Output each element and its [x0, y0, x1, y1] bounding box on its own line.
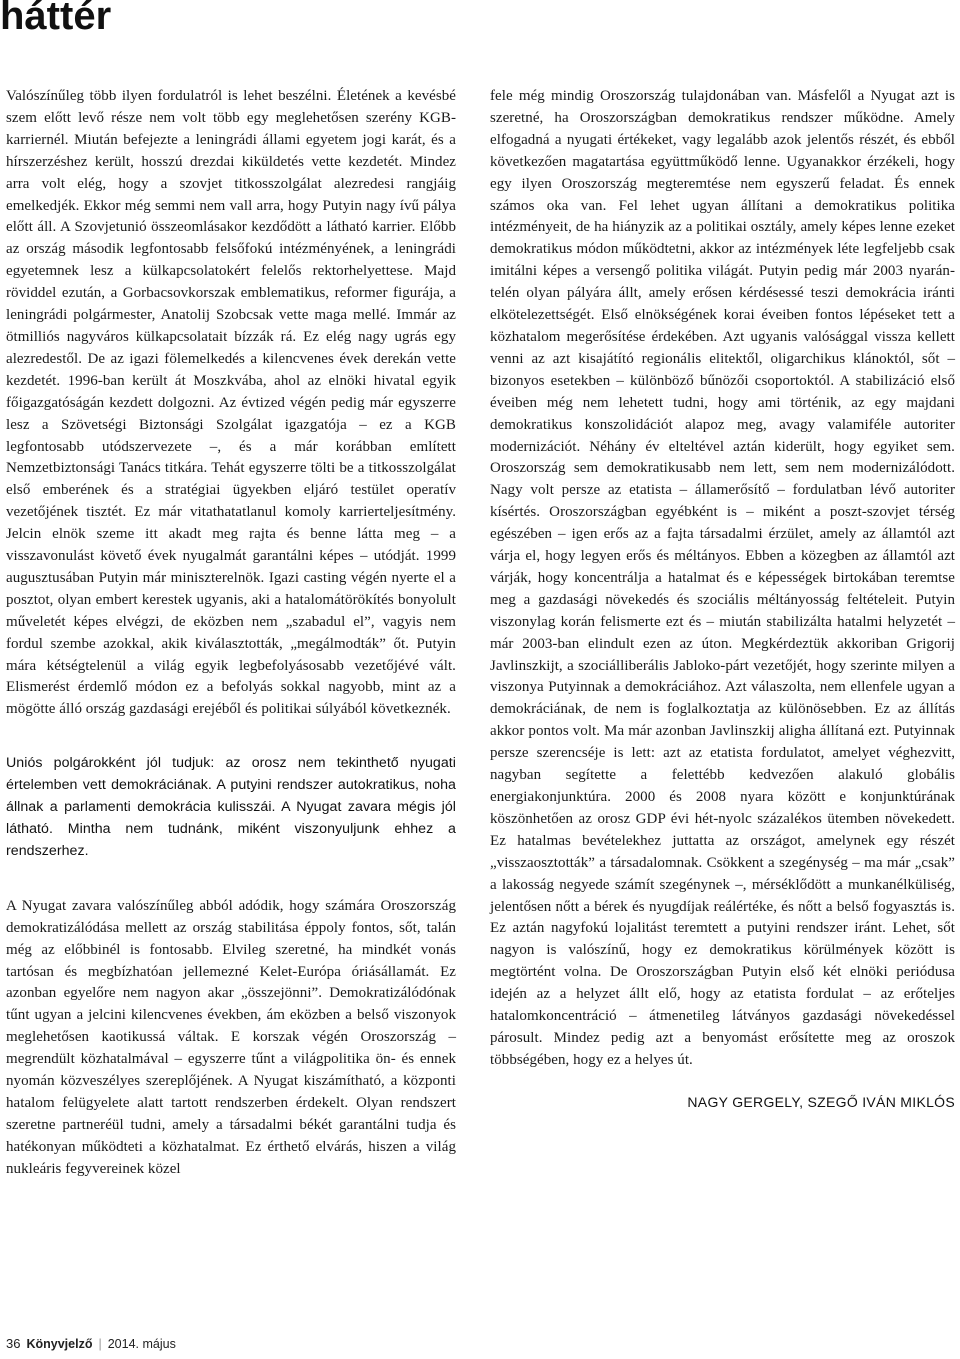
article-author: NAGY GERGELY, SZEGŐ IVÁN MIKLÓS: [687, 1093, 955, 1110]
section-title: háttér: [0, 0, 112, 38]
article-paragraph: fele még mindig Oroszország tulajdonában van. Másfelől a Nyugat azt is szeretné, ha Oroszországban demokratikus rendszer működne. Amely elfogadná a nyugati értékeket, vagy legalább azok jelentős részét, és ebből következően magatartása együttműködő lenne. Ugyanakkor érzékeli, hogy egy ilyen Oroszország megteremtése nem egyszerű feladat. És ennek számos oka van. Fel lehet ugyan állítani a demokratikus politika intézményeit, de ha hiányzik az a politikai osztály, amely képes lenne ezeket demokratikus módon működtetni, akkor az intézmények léte legfeljebb csak imitálni képes a versengő politika világát. Putyin pedig már 2003 nyarán-telén olyan pályára állt, amely erősen kérdésessé teszi demokrácia iránti elkötelezettségét. Első elnökségének korai éveiben fontos lépéseket tett a közhatalom megerősítése érdekében. Azt ugyanis valósággal vissza kellett venni az azt kisajátító regionális elitektől, oligarchikus klánoktól, sőt – bizonyos esetekben – különböző bűnözői csoportoktól. A stabilizáció első éveiben még nem lehetett tudni, hogy ami történik, az egy majdani demokratikus konszolidációt alapoz meg, avagy valamiféle autoriter modernizációt. Néhány év elteltével aztán kiderült, hogy egyiket sem. Oroszország sem demokratikusabb nem lett, sem nem modernizálódott. Nagy volt persze az etatista – államerősítő – fordulatban lévő autoriter kísértés. Oroszországban egyébként is – miként a poszt-szovjet térség egészében – igen erős az a fajta társadalmi érzület, amely az államtól azt várja el, hogy legyen erős és méltányos. Ebben a közegben az államtól azt várják, hogy koncentrálja a hatalmat és e képességek birtokában teremtse meg a gazdasági növekedés és szociális méltányosság feltételeit. Putyin viszonylag korán felismerte ezt és – miután stabilizálta hatalmi helyzetét – már 2003-ban elindult ezen az úton. Megkérdeztük akkoriban Grigorij Javlinszkijt, a szociálliberális Jabloko-párt vezetőjét, hogy szerinte milyen a viszonya Putyinnak a demokráciához. Azt válaszolta, nem ellenfele ugyan a demokráciának, de nem is foglalkoztatja az különösebben. Ez az állítás akkor pontos volt. Ma már azonban Javlinszkij aligha állítaná ezt. Putyinnak persze szerencséje is lett: azt az etatista fordulatot, amelyet véghezvitt, nagyban segítette a felettébb kedvezően alakuló globális energiakonjunktúra. 2000 és 2008 nyara között e konjunktúrának köszönhetően az orosz GDP évi hét-nyolc százalékos ütemben növekedett. Ez hatalmas bevételekhez juttatta az országot, amelynek egy részét „visszaosztották” a társadalomnak. Csökkent a szegénység – ma már „csak” a lakosság negyede számít szegénynek –, mérséklődött a munkanélküliség, jelentősen nőtt a bérek és nyugdíjak reálértéke, és nőtt a belső fogyasztás is. Ez aztán nagyfokú lojalitást teremtett a putyini rendszer iránt. Lehet, sőt nagyon is valószínű, hogy ez demokratikus körülmények között is megtörtént volna. De Oroszországban Putyin első két elnöki periódusa idején az a helyzet állt elő, hogy az etatista fordulat – az erőteljes hatalomkoncentráció – átmenetileg látványos gazdasági növekedéssel párosult. Mindez pedig azt a benyomást erősítette meg az oroszok többségében, hogy ez a helyes út.: [490, 88, 955, 1068]
page-number: 36: [6, 1336, 21, 1351]
lead-highlight: Uniós polgárokként jól tudjuk: az orosz nem tekinthető nyugati értelemben vett demokráciának. A putyini rendszer autokratikus, noha állnak a parlamenti demokrácia kulisszái. A Nyugat zavara mégis jól látható. Mintha nem tudnánk, miként viszonyuljunk ehhez a rendszerhez.: [6, 755, 456, 859]
article-column-left: [6, 86, 456, 1181]
article-paragraph: A Nyugat zavara valószínűleg abból adódik, hogy számára Oroszország demokratizálódása mellett az ország stabilitása éppoly fontos, sőt, talán még az előbbinél is fontosabb. Elvileg szeretné, ha mindkét vonás tartósan és megbízhatóan jellemezné Kelet-Európa óriásállamát. Ez azonban egyelőre nem nagyon akar „összejönni”. Demokratizálódónak tűnt ugyan a jelcini kilencvenes években, ám eközben a belső viszonyok meglehetősen kaotikussá váltak. E korszak végén Oroszország – megrendült közhatalmával – egyszerre tűnt a világpolitika ön- és ennek nyomán közveszélyes szereplőjének. A Nyugat kiszámítható, a központi hatalom felügyelete alatt tartott rendszerben érdekelt. Olyan rendszert szeretne partneréül tudni, amely a társadalmi békét garantálni tudja és hatékonyan működteti a közhatalmat. Ez érthető elvárás, hiszen a világ nukleáris fegyvereinek közel: [6, 897, 456, 1177]
page-footer: [6, 1336, 176, 1351]
issue-date: 2014. május: [107, 1336, 176, 1351]
magazine-name: Könyvjelző: [26, 1336, 93, 1351]
article-paragraph: Valószínűleg több ilyen fordulatról is lehet beszélni. Életének a kevésbé szem előtt levő része nem volt több egy meglehetősen szerény KGB-karriernél. Miután befejezte a leningrádi állami egyetem jogi karát, és a hírszerzéshez került, hosszú drezdai kiküldetés vette kezdetét. Mindez arra volt elég, hogy a szovjet titkosszolgálat alezredesi rangjáig emelkedjék. Ekkor még semmi nem vall arra, hogy Putyin nagy ívű pálya előtt áll. A Szovjetunió összeomlásakor kezdődött a látható karrier. Előbb az ország második legfontosabb felsőfokú intézményének, a leningrádi egyetemnek lesz a külkapcsolatokért felelős rektorhelyettese. Majd röviddel ezután, a Gorbacsovkorszak emblematikus, reformer figurája, a leningrádi polgármester, Anatolij Szobcsak vette maga mellé. Immár az ötmilliós nagyváros külkapcsolatait bízzák rá. Ez elég nagy ugrás egy alezredestől. De az igazi fölemelkedés a kilencvenes évek derekán vette kezdetét. 1996-ban került át Moszkvába, ahol az elnöki hivatal egyik főigazgatóságán kezdett dolgozni. Az évtized végén pedig már egyszerre lesz a Szövetségi Biztonsági Szolgálat igazgatója – ez a KGB legfontosabb utódszervezete –, és a már korábban említett Nemzetbiztonsági Tanács titkára. Tehát egyszerre tölti be a titkosszolgálat első emberének és a stratégiai ügyekben eljáró testület operatív vezetőjének tisztét. Ez már vitathatatlanul komoly karrierteljesítmény. Jelcin elnök szeme itt akadt meg rajta és benne látta meg – a visszavonulást követő évek nyugalmát garantálni képes – utódját. 1999 augusztusában Putyin már miniszterelnök. Igazi casting végén nyerte el a posztot, olyan embert kerestek ugyanis, aki a hatalomátörökítés bonyolult műveletét képes elvégzi, de eközben nem „szabadul el”, vagyis nem fordul szembe azokkal, akik kiválasztották, „megálmodták” őt. Putyin mára kétségtelenül a világ egyik legbefolyásosabb vezetőjévé vált. Elismerést érdemlő módon ez a befolyás sokkal nagyobb, mint az a mögötte álló ország gazdasági erejéből és politikai súlyából következnék.: [6, 88, 456, 718]
article-column-right: [490, 86, 955, 1110]
footer-separator: |: [98, 1336, 102, 1351]
